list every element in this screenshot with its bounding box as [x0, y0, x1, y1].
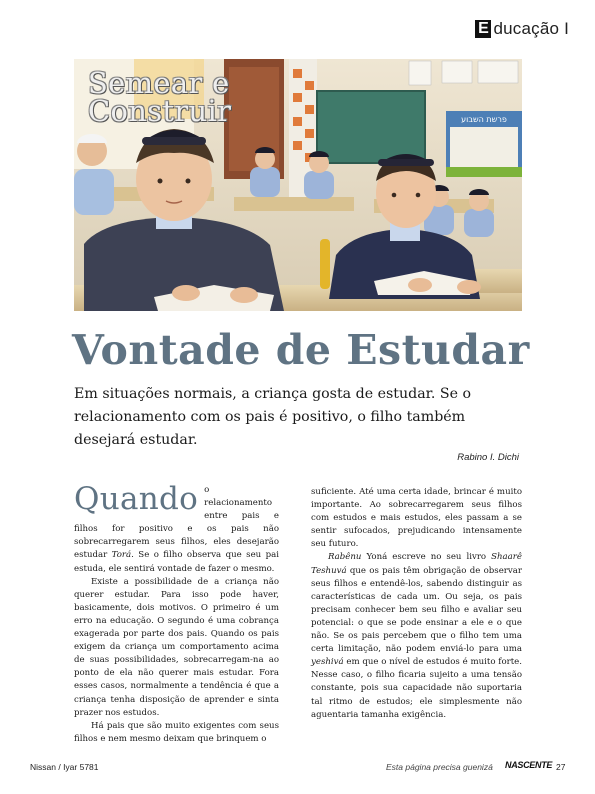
board-hebrew-title: פרשת השבוע	[461, 115, 507, 124]
paragraph-2: Existe a possibilidade de a criança não querer estudar. Para isso pode haver, basicamente, dois motivos. O primeiro é um erro na educação. O segundo é uma cobrança exagerada por parte dos pais. Quando os pais exigem da criança um comportamento acima de suas possibilidades, sobrecarregam-na ao ponto de ela não querer mais estudar. Fora esses casos, normalmente a tendência é que a criança tenha disposição de aprender e sinta prazer nos estudos.	[74, 576, 279, 718]
section-label: ducação I	[493, 19, 569, 38]
section-header	[475, 18, 569, 40]
photo-caption-line1: Semear e	[88, 66, 230, 100]
article-deck: Em situações normais, a criança gosta de estudar. Se o relacionamento com os pais é positivo, o filho também desejará estudar.	[74, 386, 472, 448]
photo-caption	[88, 66, 232, 128]
footer-issue: Nissan / Iyar 5781	[30, 762, 99, 772]
paragraph-4: suficiente. Até uma certa idade, brincar é muito importante. Ao sobrecarregarem seus filhos com estudos e mais estudos, eles passam a se sentir sufocados, prejudicando intensamente seu futuro.	[311, 487, 522, 550]
article-column-right	[311, 486, 522, 722]
footer-logo: NASCENTE	[505, 760, 553, 770]
paragraph-5: Rabênu Yoná escreve no seu livro Shaarê Teshuvá que os pais têm obrigação de observar seus filhos e entendê-los, sabendo distinguir as características de cada um. Ou seja, os pais precisam conhecer bem seu filho e avaliar seu potencial: o que se pode ensinar a ele e o que não. Se os pais percebem que o filho tem uma certa limitação, não podem enviá-lo para uma yeshivá em que o nível de estudos é muito forte. Nesse caso, o filho ficaria sujeito a uma tensão constante, pois sua capacidade não suportaria tal ritmo de estudos; ele simplesmente não aguentaria tamanha exigência.	[311, 552, 522, 720]
photo-caption-line2: Construir	[88, 94, 232, 128]
paragraph-1: Quando o relacionamento entre pais e filhos for positivo e os pais não sobrecarregarem seus filhos, eles desejarão estudar Torá. Se o filho observa que seu pai estuda, ele sentirá vontade de fazer o mesmo.	[74, 481, 279, 574]
paragraph-3: Há pais que são muito exigentes com seus filhos e nem mesmo deixam que brinquem o	[74, 720, 279, 744]
article-column-left	[74, 481, 279, 746]
section-initial: E	[475, 20, 491, 38]
dropcap-word: Quando	[74, 481, 199, 517]
article-headline: Vontade de Estudar	[72, 326, 530, 374]
footer-page-number: 27	[556, 762, 566, 772]
footer-notice: Esta página precisa guenizá	[386, 762, 493, 772]
article-author: Rabino I. Dichi	[457, 452, 519, 463]
article-photo	[74, 59, 522, 311]
